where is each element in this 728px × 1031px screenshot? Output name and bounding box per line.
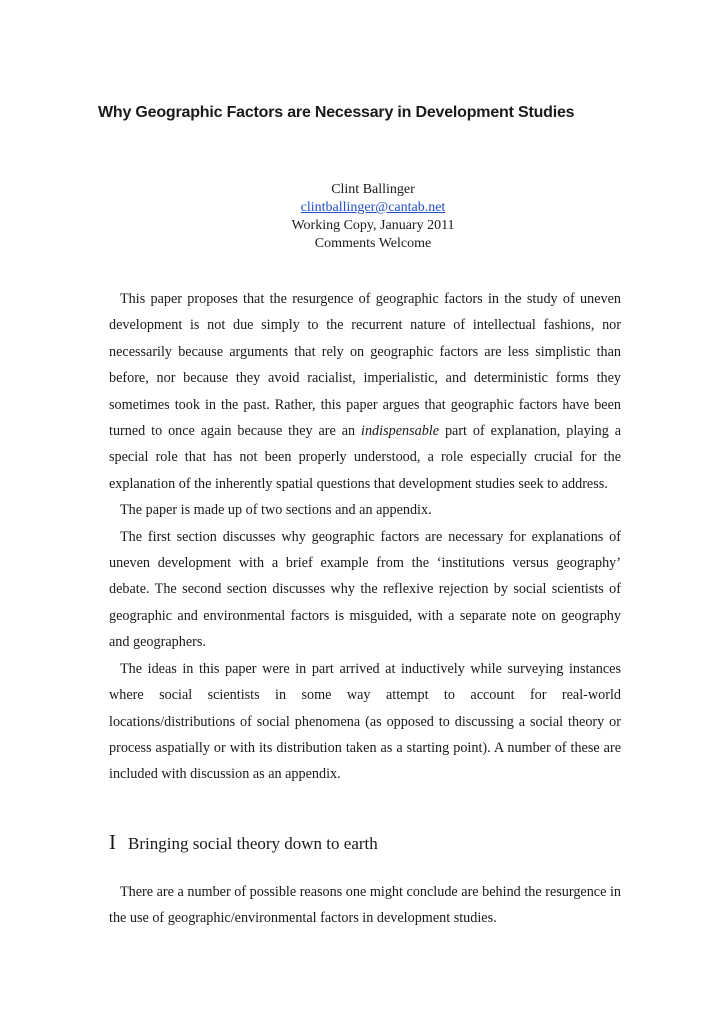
abstract-paragraph: The paper is made up of two sections and an appendix. bbox=[120, 502, 432, 519]
abstract-paragraph: The first section discusses why geographic factors are necessary for explanations of uneven development with a brief example from the ‘institutions versus geography’ debate. The second section discusses why the reflexive rejection by social scientists of geographic and environmental factors is misguided, with a separate note on geography and geographers. bbox=[109, 528, 621, 651]
section-number: I bbox=[109, 830, 116, 854]
author-name: Clint Ballinger bbox=[331, 182, 415, 197]
version-note: Working Copy, January 2011 bbox=[291, 218, 455, 233]
section-body bbox=[109, 879, 621, 932]
emphasis-text: indispensable bbox=[361, 423, 440, 440]
section-heading bbox=[109, 829, 629, 856]
body-paragraph: There are a number of possible reasons one might conclude are behind the resurgence in the use of geographic/environmental factors in development studies. bbox=[109, 884, 621, 927]
author-block bbox=[230, 181, 516, 253]
abstract bbox=[109, 286, 621, 788]
abstract-paragraph: The ideas in this paper were in part arrived at inductively while surveying instances where social scientists in some way attempt to account for real-world locations/distributions of social phenomena (as opposed to discussing a social theory or process aspatially or with its distribution taken as a starting point). A number of these are included with discussion as an appendix. bbox=[109, 660, 621, 783]
comments-note: Comments Welcome bbox=[314, 236, 432, 251]
abstract-paragraph: This paper proposes that the resurgence of geographic factors in the study of uneven development is not due simply to the recurrent nature of intellectual fashions, nor necessarily because arguments that rely on geographic factors are less simplistic than before, nor because they avoid racialist, imperialistic, and deterministic forms they sometimes took in the past. Rather, this paper argues that geographic factors have been turned to once again because they are an indispensable part of explanation, playing a special role that has not been properly understood, a role especially crucial for the explanation of the inherently spatial questions that development studies seek to address. bbox=[109, 291, 621, 492]
author-email-link[interactable]: clintballinger@cantab.net bbox=[300, 200, 446, 215]
paper-title: Why Geographic Factors are Necessary in Development Studies bbox=[98, 104, 575, 121]
section-title: Bringing social theory down to earth bbox=[128, 834, 378, 853]
